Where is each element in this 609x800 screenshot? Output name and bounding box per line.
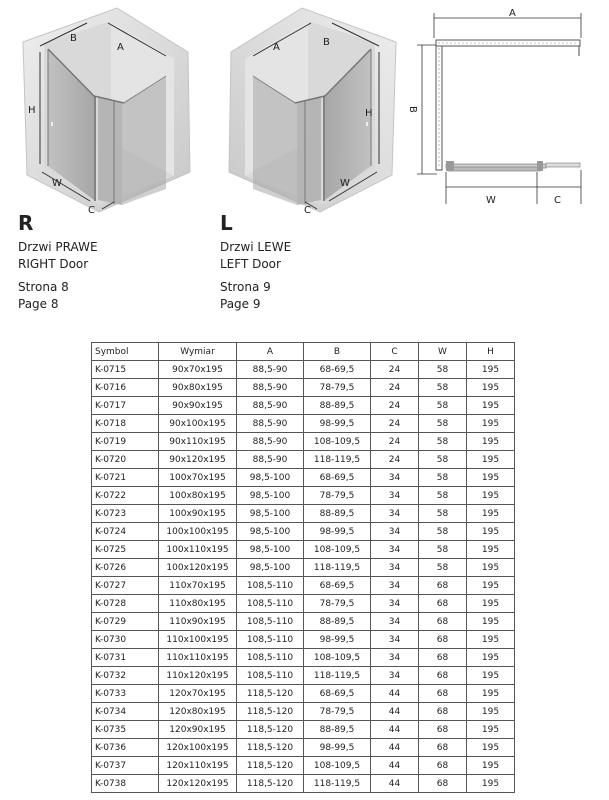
table-cell: 195 xyxy=(467,775,515,793)
table-cell: 118,5-120 xyxy=(237,757,304,775)
table-row xyxy=(92,397,515,415)
table-cell: K-0737 xyxy=(92,757,159,775)
right-door-diagram xyxy=(16,4,206,214)
page-ref-pl: Strona 8 xyxy=(18,280,69,294)
table-cell: 58 xyxy=(419,397,467,415)
header-a: A xyxy=(237,343,304,361)
table-cell: 108,5-110 xyxy=(237,631,304,649)
table-row xyxy=(92,631,515,649)
table-cell: 78-79,5 xyxy=(304,379,371,397)
table-cell: 68-69,5 xyxy=(304,685,371,703)
table-cell: 98,5-100 xyxy=(237,487,304,505)
header-wymiar: Wymiar xyxy=(159,343,237,361)
left-dim-a: A xyxy=(273,42,280,53)
table-cell: 118-119,5 xyxy=(304,667,371,685)
table-cell: 90x90x195 xyxy=(159,397,237,415)
table-cell: 90x110x195 xyxy=(159,433,237,451)
table-cell: 24 xyxy=(371,397,419,415)
table-cell: K-0723 xyxy=(92,505,159,523)
table-cell: 34 xyxy=(371,667,419,685)
table-cell: 108-109,5 xyxy=(304,541,371,559)
table-cell: 24 xyxy=(371,433,419,451)
table-cell: 118,5-120 xyxy=(237,739,304,757)
table-cell: 118,5-120 xyxy=(237,685,304,703)
table-cell: 34 xyxy=(371,649,419,667)
table-cell: 110x120x195 xyxy=(159,667,237,685)
table-cell: 88-89,5 xyxy=(304,613,371,631)
table-cell: 108,5-110 xyxy=(237,649,304,667)
table-cell: 118,5-120 xyxy=(237,721,304,739)
table-cell: 195 xyxy=(467,577,515,595)
table-row xyxy=(92,739,515,757)
table-cell: 44 xyxy=(371,721,419,739)
table-cell: 90x100x195 xyxy=(159,415,237,433)
top-dim-c: C xyxy=(554,195,561,206)
table-cell: 34 xyxy=(371,523,419,541)
table-cell: K-0726 xyxy=(92,559,159,577)
table-cell: 34 xyxy=(371,595,419,613)
table-row xyxy=(92,451,515,469)
table-cell: 195 xyxy=(467,523,515,541)
table-cell: 68 xyxy=(419,649,467,667)
top-view-diagram xyxy=(400,4,605,214)
header-h: H xyxy=(467,343,515,361)
table-cell: K-0728 xyxy=(92,595,159,613)
table-row xyxy=(92,721,515,739)
table-cell: 68-69,5 xyxy=(304,577,371,595)
table-cell: K-0725 xyxy=(92,541,159,559)
table-cell: 34 xyxy=(371,469,419,487)
table-cell: 98,5-100 xyxy=(237,505,304,523)
table-cell: 58 xyxy=(419,433,467,451)
header-symbol: Symbol xyxy=(92,343,159,361)
table-cell: 88-89,5 xyxy=(304,721,371,739)
table-row xyxy=(92,595,515,613)
door-label-pl: Drzwi PRAWE xyxy=(18,240,98,254)
table-cell: 68-69,5 xyxy=(304,361,371,379)
table-row xyxy=(92,415,515,433)
table-cell: 78-79,5 xyxy=(304,487,371,505)
header-w: W xyxy=(419,343,467,361)
table-cell: 110x80x195 xyxy=(159,595,237,613)
page-ref-en: Page 9 xyxy=(220,297,261,311)
left-dim-h: H xyxy=(365,108,373,119)
table-cell: K-0738 xyxy=(92,775,159,793)
table-cell: 110x100x195 xyxy=(159,631,237,649)
table-cell: 58 xyxy=(419,451,467,469)
table-cell: K-0736 xyxy=(92,739,159,757)
table-cell: 195 xyxy=(467,397,515,415)
page-ref-pl: Strona 9 xyxy=(220,280,271,294)
table-row xyxy=(92,469,515,487)
table-cell: 68 xyxy=(419,703,467,721)
table-cell: 58 xyxy=(419,505,467,523)
table-cell: 195 xyxy=(467,595,515,613)
table-cell: 195 xyxy=(467,451,515,469)
table-cell: 100x90x195 xyxy=(159,505,237,523)
table-cell: 120x120x195 xyxy=(159,775,237,793)
table-cell: K-0719 xyxy=(92,433,159,451)
table-row xyxy=(92,433,515,451)
table-cell: K-0724 xyxy=(92,523,159,541)
table-cell: K-0727 xyxy=(92,577,159,595)
table-cell: 195 xyxy=(467,631,515,649)
variant-right xyxy=(18,211,98,313)
table-cell: 118,5-120 xyxy=(237,775,304,793)
table-cell: 88-89,5 xyxy=(304,505,371,523)
table-cell: 108,5-110 xyxy=(237,595,304,613)
table-row xyxy=(92,487,515,505)
table-cell: 90x70x195 xyxy=(159,361,237,379)
left-dim-c: C xyxy=(304,205,311,214)
table-cell: 68 xyxy=(419,667,467,685)
table-cell: 195 xyxy=(467,415,515,433)
table-cell: 118-119,5 xyxy=(304,451,371,469)
table-cell: 34 xyxy=(371,541,419,559)
table-row xyxy=(92,361,515,379)
table-cell: 98-99,5 xyxy=(304,415,371,433)
table-cell: 58 xyxy=(419,415,467,433)
table-cell: 34 xyxy=(371,505,419,523)
table-cell: 68 xyxy=(419,577,467,595)
table-cell: 110x90x195 xyxy=(159,613,237,631)
top-dim-w: W xyxy=(486,195,496,206)
table-cell: K-0720 xyxy=(92,451,159,469)
table-row xyxy=(92,685,515,703)
table-body xyxy=(92,361,515,793)
table-cell: 195 xyxy=(467,469,515,487)
table-cell: 68 xyxy=(419,739,467,757)
table-cell: 118-119,5 xyxy=(304,559,371,577)
table-cell: 108,5-110 xyxy=(237,577,304,595)
table-cell: K-0718 xyxy=(92,415,159,433)
right-dim-a: A xyxy=(117,42,124,53)
table-cell: 44 xyxy=(371,739,419,757)
table-cell: 108,5-110 xyxy=(237,667,304,685)
table-cell: 195 xyxy=(467,559,515,577)
table-cell: K-0730 xyxy=(92,631,159,649)
left-dim-b: B xyxy=(323,37,330,48)
table-header-row xyxy=(92,343,515,361)
right-dim-b: B xyxy=(70,33,77,44)
table-cell: 68 xyxy=(419,721,467,739)
table-cell: 98-99,5 xyxy=(304,523,371,541)
left-door-diagram xyxy=(213,4,403,214)
table-cell: 195 xyxy=(467,739,515,757)
table-cell: 78-79,5 xyxy=(304,595,371,613)
variant-letter: L xyxy=(220,211,233,235)
table-row xyxy=(92,541,515,559)
table-cell: K-0735 xyxy=(92,721,159,739)
table-cell: K-0722 xyxy=(92,487,159,505)
table-row xyxy=(92,379,515,397)
table-row xyxy=(92,613,515,631)
variant-letter: R xyxy=(18,211,34,235)
table-cell: 88,5-90 xyxy=(237,397,304,415)
door-label-en: LEFT Door xyxy=(220,257,281,271)
table-cell: 68 xyxy=(419,613,467,631)
table-cell: 44 xyxy=(371,757,419,775)
dimensions-table xyxy=(91,342,515,793)
table-cell: 34 xyxy=(371,613,419,631)
table-cell: 88-89,5 xyxy=(304,397,371,415)
table-cell: 98-99,5 xyxy=(304,631,371,649)
table-cell: 195 xyxy=(467,487,515,505)
table-cell: 120x100x195 xyxy=(159,739,237,757)
table-cell: 58 xyxy=(419,487,467,505)
header-b: B xyxy=(304,343,371,361)
top-dim-b: B xyxy=(407,106,418,113)
table-cell: 120x70x195 xyxy=(159,685,237,703)
table-cell: 100x100x195 xyxy=(159,523,237,541)
table-cell: 120x80x195 xyxy=(159,703,237,721)
table-cell: 195 xyxy=(467,721,515,739)
table-cell: 195 xyxy=(467,649,515,667)
right-dim-w: W xyxy=(52,178,62,189)
table-cell: 90x120x195 xyxy=(159,451,237,469)
table-cell: 44 xyxy=(371,775,419,793)
table-cell: 108-109,5 xyxy=(304,757,371,775)
table-cell: 68-69,5 xyxy=(304,469,371,487)
table-cell: 34 xyxy=(371,487,419,505)
table-cell: 195 xyxy=(467,433,515,451)
table-row xyxy=(92,775,515,793)
table-cell: 98,5-100 xyxy=(237,469,304,487)
table-cell: 195 xyxy=(467,757,515,775)
table-cell: 24 xyxy=(371,451,419,469)
table-cell: K-0729 xyxy=(92,613,159,631)
table-cell: 120x110x195 xyxy=(159,757,237,775)
table-cell: K-0731 xyxy=(92,649,159,667)
table-cell: 58 xyxy=(419,559,467,577)
table-cell: K-0717 xyxy=(92,397,159,415)
page-ref-en: Page 8 xyxy=(18,297,59,311)
table-cell: 88,5-90 xyxy=(237,361,304,379)
table-cell: 110x70x195 xyxy=(159,577,237,595)
table-cell: 100x70x195 xyxy=(159,469,237,487)
table-row xyxy=(92,523,515,541)
table-cell: K-0716 xyxy=(92,379,159,397)
table-cell: 68 xyxy=(419,631,467,649)
table-row xyxy=(92,559,515,577)
table-row xyxy=(92,577,515,595)
table-row xyxy=(92,649,515,667)
table-cell: K-0734 xyxy=(92,703,159,721)
table-cell: 34 xyxy=(371,559,419,577)
table-cell: 108-109,5 xyxy=(304,649,371,667)
table-cell: 195 xyxy=(467,685,515,703)
table-row xyxy=(92,757,515,775)
table-cell: 44 xyxy=(371,703,419,721)
table-cell: 98-99,5 xyxy=(304,739,371,757)
table-cell: 78-79,5 xyxy=(304,703,371,721)
table-cell: 58 xyxy=(419,361,467,379)
table-cell: 195 xyxy=(467,379,515,397)
table-cell: 108,5-110 xyxy=(237,613,304,631)
table-cell: 100x120x195 xyxy=(159,559,237,577)
table-cell: 58 xyxy=(419,541,467,559)
table-cell: 195 xyxy=(467,703,515,721)
table-row xyxy=(92,505,515,523)
table-cell: 58 xyxy=(419,469,467,487)
table-cell: K-0733 xyxy=(92,685,159,703)
table-cell: 100x110x195 xyxy=(159,541,237,559)
table-row xyxy=(92,703,515,721)
table-cell: 58 xyxy=(419,523,467,541)
table-cell: 108-109,5 xyxy=(304,433,371,451)
table-cell: K-0732 xyxy=(92,667,159,685)
table-cell: 88,5-90 xyxy=(237,433,304,451)
table-cell: 88,5-90 xyxy=(237,415,304,433)
door-label-en: RIGHT Door xyxy=(18,257,89,271)
table-cell: 195 xyxy=(467,613,515,631)
table-cell: 118,5-120 xyxy=(237,703,304,721)
left-dim-w: W xyxy=(340,178,350,189)
table-cell: 195 xyxy=(467,505,515,523)
table-cell: 44 xyxy=(371,685,419,703)
table-cell: 68 xyxy=(419,775,467,793)
table-cell: 98,5-100 xyxy=(237,523,304,541)
table-cell: 24 xyxy=(371,379,419,397)
table-cell: 90x80x195 xyxy=(159,379,237,397)
table-cell: 118-119,5 xyxy=(304,775,371,793)
door-label-pl: Drzwi LEWE xyxy=(220,240,292,254)
table-cell: K-0715 xyxy=(92,361,159,379)
table-cell: 110x110x195 xyxy=(159,649,237,667)
table-cell: 100x80x195 xyxy=(159,487,237,505)
table-cell: 34 xyxy=(371,577,419,595)
table-cell: 68 xyxy=(419,757,467,775)
table-cell: 24 xyxy=(371,415,419,433)
table-cell: 58 xyxy=(419,379,467,397)
top-dim-a: A xyxy=(509,8,516,19)
right-dim-c: C xyxy=(88,205,95,214)
table-row xyxy=(92,667,515,685)
table-cell: 88,5-90 xyxy=(237,379,304,397)
variant-left xyxy=(220,211,291,313)
table-cell: 195 xyxy=(467,667,515,685)
table-cell: 24 xyxy=(371,361,419,379)
table-cell: 88,5-90 xyxy=(237,451,304,469)
table-cell: 68 xyxy=(419,685,467,703)
table-cell: 98,5-100 xyxy=(237,541,304,559)
table-cell: 34 xyxy=(371,631,419,649)
table-cell: 195 xyxy=(467,361,515,379)
table-cell: 98,5-100 xyxy=(237,559,304,577)
table-cell: 195 xyxy=(467,541,515,559)
header-c: C xyxy=(371,343,419,361)
table-cell: 68 xyxy=(419,595,467,613)
table-cell: 120x90x195 xyxy=(159,721,237,739)
table-cell: K-0721 xyxy=(92,469,159,487)
right-dim-h: H xyxy=(28,105,36,116)
